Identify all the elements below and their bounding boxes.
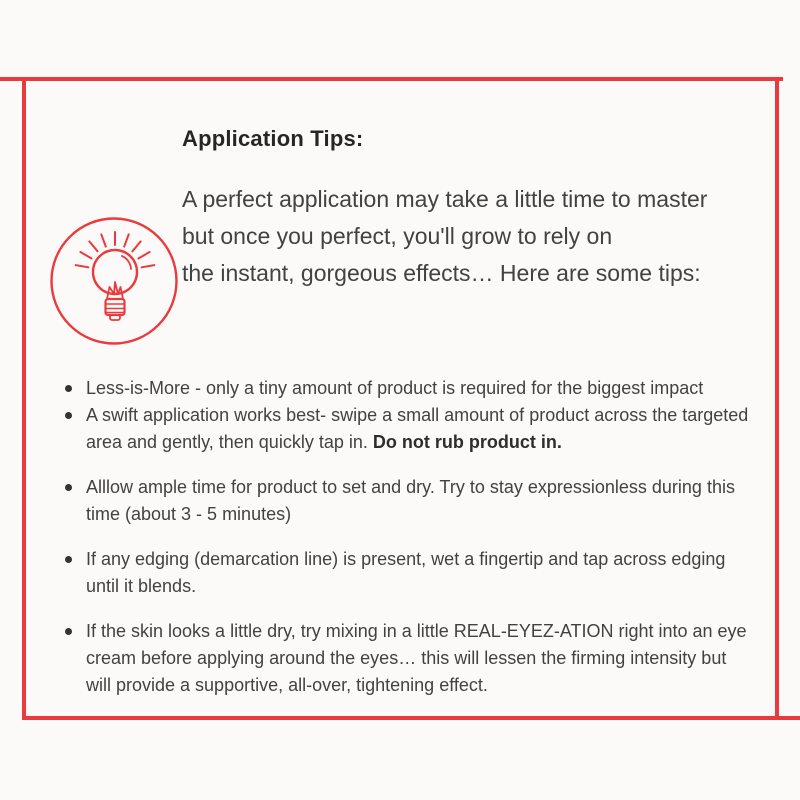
tips-list bbox=[65, 375, 753, 699]
tip-text bbox=[86, 375, 703, 402]
tip-item-edging bbox=[65, 546, 753, 600]
bullet-icon bbox=[65, 556, 72, 563]
intro-paragraph bbox=[182, 181, 707, 292]
bullet-icon bbox=[65, 484, 72, 491]
intro-line: the instant, gorgeous effects… Here are some tips: bbox=[182, 260, 701, 286]
tip-item-dry-skin-mix bbox=[65, 618, 753, 699]
bullet-icon bbox=[65, 412, 72, 419]
frame-left-line bbox=[22, 81, 26, 720]
frame-right-line bbox=[775, 77, 779, 720]
lightbulb-icon bbox=[49, 216, 179, 346]
tip-text bbox=[86, 402, 753, 456]
tip-text-body: Alllow ample time for product to set and dry. Try to stay expressionless during this time (about 3 - 5 minutes) bbox=[86, 477, 735, 524]
tip-text bbox=[86, 546, 753, 600]
tip-item-allow-time bbox=[65, 474, 753, 528]
tip-text-body: If the skin looks a little dry, try mixing in a little REAL-EYEZ-ATION right into an eye cream before applying around the eyes… this will lessen the firming intensity but will provide a supportive, all-over, tightening effect. bbox=[86, 621, 747, 695]
tip-item-swift-application bbox=[65, 402, 753, 456]
tip-text bbox=[86, 618, 753, 699]
bullet-icon bbox=[65, 385, 72, 392]
bullet-icon bbox=[65, 628, 72, 635]
tip-text bbox=[86, 474, 753, 528]
intro-line: but once you perfect, you'll grow to rely on bbox=[182, 223, 613, 249]
page-title: Application Tips: bbox=[182, 126, 364, 151]
tip-item-less-is-more bbox=[65, 375, 753, 402]
intro-line: A perfect application may take a little time to master bbox=[182, 186, 708, 212]
tip-text-body: A swift application works best- swipe a small amount of product across the targeted area and gently, then quickly tap in. bbox=[86, 405, 749, 452]
tip-text-body: If any edging (demarcation line) is present, wet a fingertip and tap across edging until it blends. bbox=[86, 549, 726, 596]
tip-text-body: Less-is-More - only a tiny amount of product is required for the biggest impact bbox=[86, 378, 704, 398]
tip-text-bold: Do not rub product in. bbox=[372, 432, 562, 452]
frame-top-line bbox=[0, 77, 783, 81]
frame-bottom-line bbox=[22, 716, 800, 720]
